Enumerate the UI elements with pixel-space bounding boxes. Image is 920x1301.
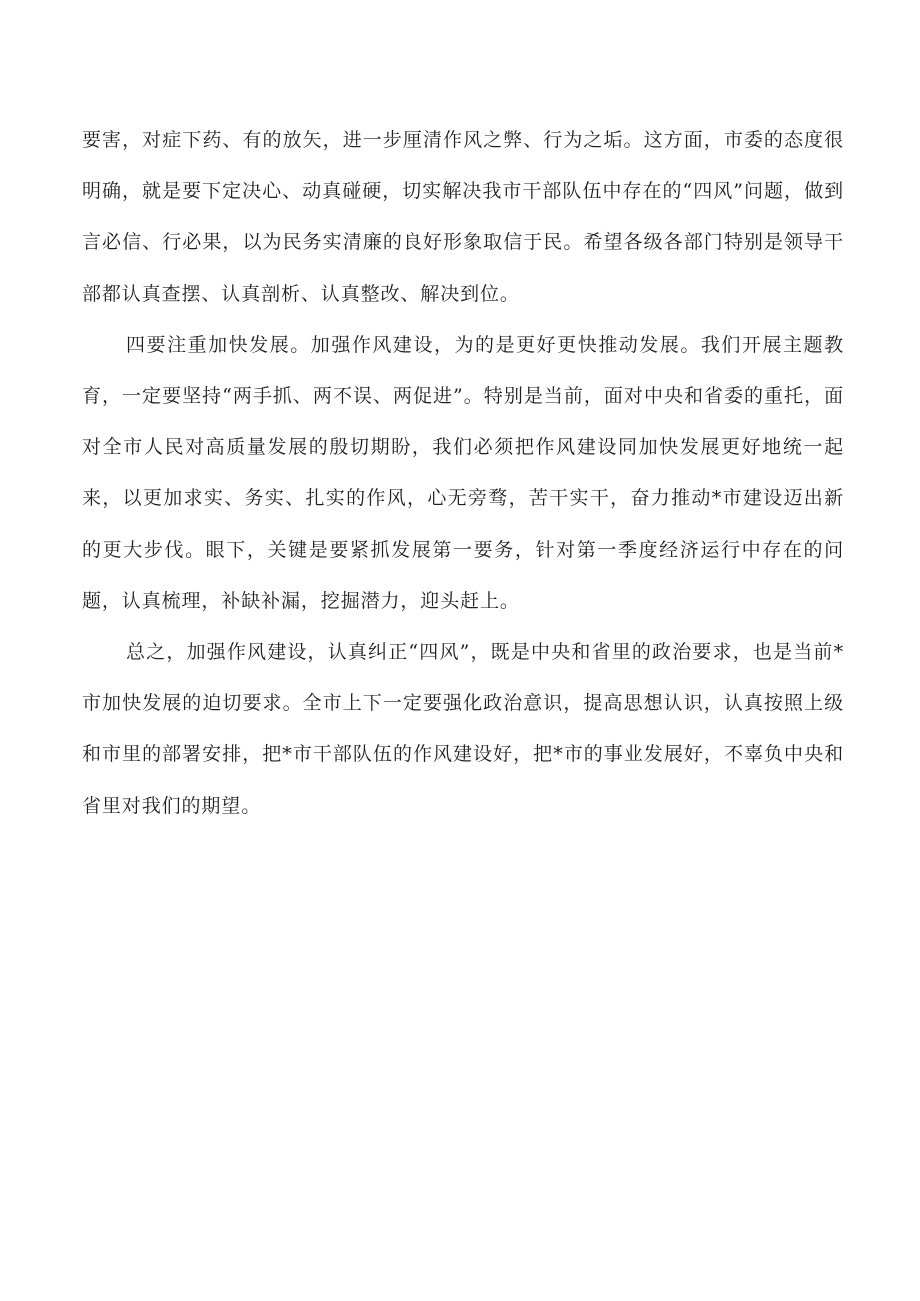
paragraph-conclusion: 总之，加强作风建设，认真纠正“四风”，既是中央和省里的政治要求，也是当前*市加快发展的迫切要求。全市上下一定要强化政治意识，提高思想认识，认真按照上级和市里的部署安排，把*市干部队伍的作风建设好，把*市的事业发展好，不辜负中央和省里对我们的期望。: [82, 641, 844, 817]
paragraph-continuation: 要害，对症下药、有的放矢，进一步厘清作风之弊、行为之垢。这方面，市委的态度很明确，就是要下定决心、动真碰硬，切实解决我市干部队伍中存在的“四风”问题，做到言必信、行必果，以为民务实清廉的良好形象取信于民。希望各级各部门特别是领导干部都认真查摆、认真剖析、认真整改、解决到位。: [82, 129, 844, 305]
paragraph-focus-on-development: 四要注重加快发展。加强作风建设，为的是更好更快推动发展。我们开展主题教育，一定要坚持“两手抓、两不误、两促进”。特别是当前，面对中央和省委的重托，面对全市人民对高质量发展的殷切期盼，我们必须把作风建设同加快发展更好地统一起来，以更加求实、务实、扎实的作风，心无旁骛，苦干实干，奋力推动*市建设迈出新的更大步伐。眼下，关键是要紧抓发展第一要务，针对第一季度经济运行中存在的问题，认真梳理，补缺补漏，挖掘潜力，迎头赶上。: [82, 333, 844, 612]
document-body: [82, 115, 844, 832]
